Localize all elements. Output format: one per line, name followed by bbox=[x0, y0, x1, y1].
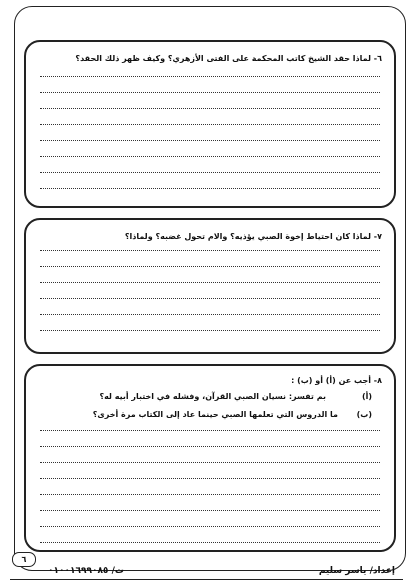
question-8-heading: ٨- أجب عن (أ) أو (ب) : bbox=[291, 376, 382, 385]
question-8b-text: ما الدروس التي تعلمها الصبي حينما عاد إلى الكتاب مرة أخرى؟ bbox=[92, 410, 338, 419]
question-8a-marker: (أ) bbox=[361, 392, 372, 401]
footer-rule bbox=[10, 579, 403, 580]
question-7-box bbox=[24, 218, 396, 354]
page-number: ٦ bbox=[12, 552, 36, 567]
question-6-box bbox=[24, 40, 396, 208]
question-7-text: ٧- لماذا كان احتياط إخوة الصبي يؤذيه؟ والام تحول غضبه؟ ولماذا؟ bbox=[124, 232, 382, 241]
question-6-text: ٦- لماذا حقد الشيخ كاتب المحكمة على الفتى الأزهري؟ وكيف ظهر ذلك الحقد؟ bbox=[75, 54, 382, 63]
footer-phone: ت/ ٠١٠٠١٦٩٩٠٨٥ bbox=[48, 566, 124, 576]
footer-author: إعداد/ ياسر سليم bbox=[318, 566, 395, 576]
question-8-box bbox=[24, 364, 396, 552]
question-8b-marker: (ب) bbox=[356, 410, 372, 419]
question-8a-text: بم تفسر: نسيان الصبي القرآن، وفشله في اختبار أبيه له؟ bbox=[99, 392, 326, 401]
